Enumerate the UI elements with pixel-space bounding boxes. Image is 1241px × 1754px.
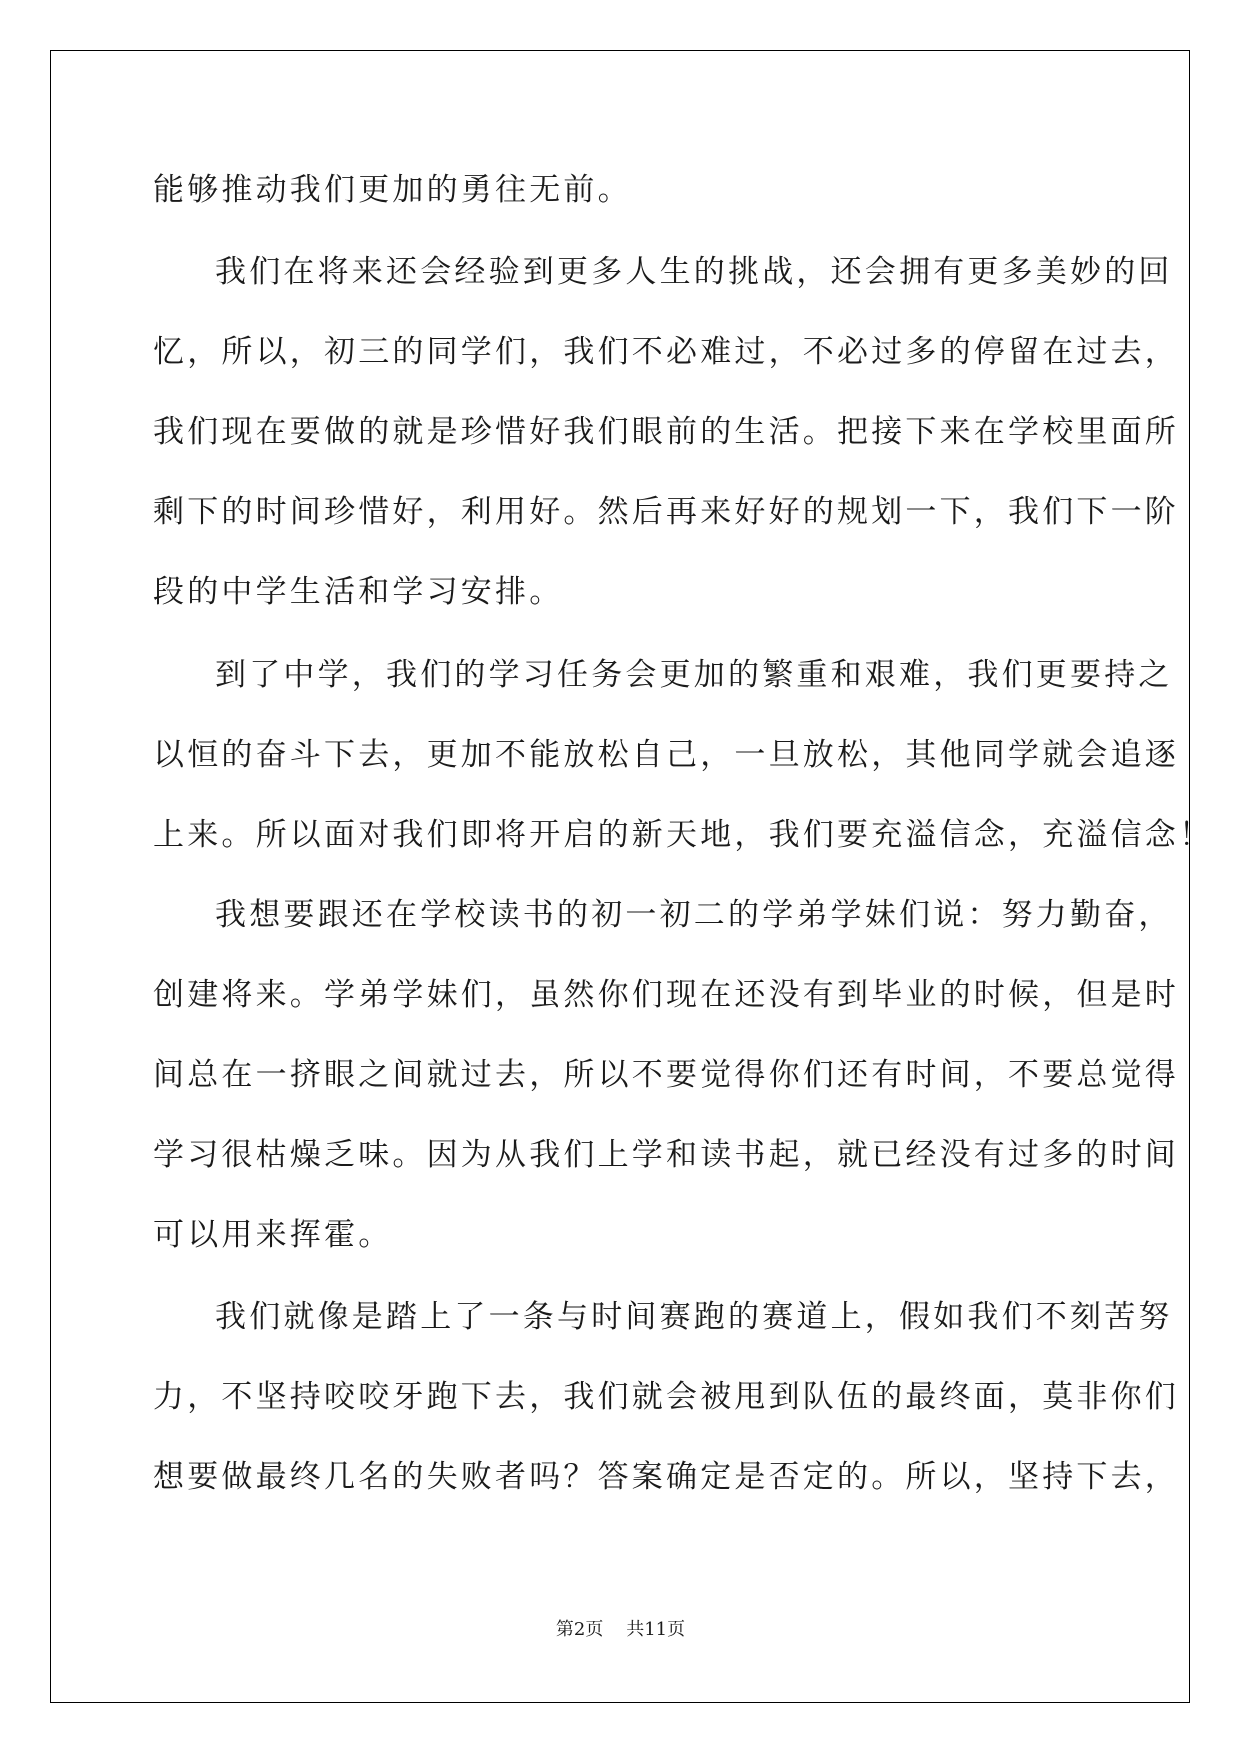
text-line: 想要做最终几名的失败者吗？答案确定是否定的。所以，坚持下去， bbox=[153, 1459, 1179, 1495]
page-total: 共11页 bbox=[626, 1619, 686, 1640]
page-border bbox=[50, 50, 1190, 1703]
text-line: 上来。所以面对我们即将开启的新天地，我们要充溢信念，充溢信念！ bbox=[153, 817, 1214, 853]
paragraph-first-line: 到了中学，我们的学习任务会更加的繁重和艰难，我们更要持之 bbox=[215, 657, 1173, 693]
text-line: 我们现在要做的就是珍惜好我们眼前的生活。把接下来在学校里面所 bbox=[153, 414, 1179, 450]
page-footer bbox=[0, 1618, 1241, 1642]
text-line: 创建将来。学弟学妹们，虽然你们现在还没有到毕业的时候，但是时 bbox=[153, 977, 1179, 1013]
text-line: 段的中学生活和学习安排。 bbox=[153, 574, 564, 610]
paragraph-first-line: 我想要跟还在学校读书的初一初二的学弟学妹们说：努力勤奋， bbox=[215, 897, 1173, 933]
paragraph-first-line: 我们就像是踏上了一条与时间赛跑的赛道上，假如我们不刻苦努 bbox=[215, 1299, 1173, 1335]
text-line: 可以用来挥霍。 bbox=[153, 1217, 393, 1253]
text-line: 能够推动我们更加的勇往无前。 bbox=[153, 172, 632, 208]
paragraph-first-line: 我们在将来还会经验到更多人生的挑战，还会拥有更多美妙的回 bbox=[215, 254, 1173, 290]
text-line: 力，不坚持咬咬牙跑下去，我们就会被甩到队伍的最终面，莫非你们 bbox=[153, 1379, 1179, 1415]
text-line: 间总在一挤眼之间就过去，所以不要觉得你们还有时间，不要总觉得 bbox=[153, 1057, 1179, 1093]
text-line: 忆，所以，初三的同学们，我们不必难过，不必过多的停留在过去， bbox=[153, 334, 1179, 370]
page-number: 第2页 bbox=[555, 1619, 604, 1640]
text-line: 学习很枯燥乏味。因为从我们上学和读书起，就已经没有过多的时间 bbox=[153, 1137, 1179, 1173]
text-line: 以恒的奋斗下去，更加不能放松自己，一旦放松，其他同学就会追逐 bbox=[153, 737, 1179, 773]
text-line: 剩下的时间珍惜好，利用好。然后再来好好的规划一下，我们下一阶 bbox=[153, 494, 1179, 530]
